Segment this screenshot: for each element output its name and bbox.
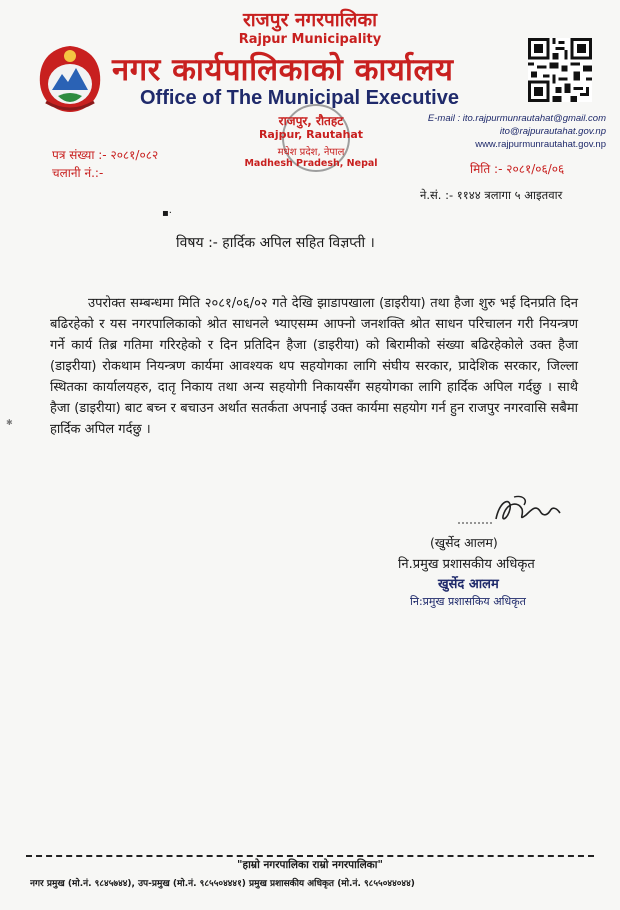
handwritten-signature-icon (452, 493, 572, 529)
signatory-name: (खुर्सेद आलम) (430, 535, 498, 550)
footer-contacts: नगर प्रमुख (मो.नं. ९८४५७४४), उप-प्रमुख (मो.नं. ९८५५०४४४१) प्रमुख प्रशासकीय अधिकृत (मो.नं. ९८५५०४४०४४) (30, 879, 415, 889)
municipality-name-en: Rajpur Municipality (238, 32, 382, 47)
letter-reference-number: पत्र संख्या :- २०८१/०८२ (52, 148, 159, 162)
stamp-address-en: Rajpur, Rautahat (258, 128, 364, 141)
nepal-sambat-date: ने.सं. :- ११४४ त्रलागा ५ आइतवार (420, 188, 563, 202)
dispatch-number: चलानी नं.:- (52, 166, 104, 180)
body-paragraph: उपरोक्त सम्बन्धमा मिति २०८१/०६/०२ गते देखि झाडापखाला (डाइरीया) तथा हैजा शुरु भई दिनप्रति दिन बढिरहेको र यस नगरपालिकाको श्रोत साधनले भ्याएसम्म आफ्नो जनशक्ति श्रोत साधन परिचालन गरी नियन्त्रण गर्ने कार्य तिब्र गतिमा गरिरहेको र दिन प्रतिदिन हैजा (डाइरीया) को बिरामीको संख्या बढिरहेकोले उक्त हैजा (डाइरीया) रोकथाम नियन्त्रण कार्यमा आवश्यक थप सहयोगका लागि संघीय सरकार, प्रादेशिक सरकार, जिल्ला स्थितका कार्यालयहरु, दातृ निकाय तथा अन्य सहयोगी निकायसँग सहयोगका लागि हार्दिक अपिल गर्दछु । साथै हैजा (डाइरीया) बाट बच्न र बचाउन अर्थात सतर्कता अपनाई उक्त कार्यमा सहयोग गर्न हुन राजपुर नगरवासि सबैमा हार्दिक अपिल गर्दछु । (50, 296, 578, 437)
title-stamp: नि:प्रमुख प्रशासकिय अधिकृत (410, 595, 526, 608)
letter-subject: विषय :- हार्दिक अपिल सहित विज्ञप्ती । (176, 235, 375, 251)
ink-mark: ▪· (162, 208, 172, 219)
ink-mark: ✱ (6, 418, 13, 427)
signatory-title: नि.प्रमुख प्रशासकीय अधिकृत (398, 557, 535, 572)
office-title-np: नगर कार्यपालिकाको कार्यालय (112, 52, 454, 88)
name-stamp: खुर्सेद आलम (438, 577, 499, 592)
stamp-address-np: राजपुर, रौतहट (278, 114, 344, 128)
email-primary: E-mail : ito.rajpurmunrautahat@gmail.com (427, 113, 606, 124)
stamp-province-np: मधेश प्रदेश, नेपाल (277, 147, 345, 158)
website-link: www.rajpurmunrautahat.gov.np (475, 139, 606, 150)
office-title-en: Office of The Municipal Executive (140, 87, 459, 109)
office-stamp (236, 104, 386, 178)
stamp-province-en: Madhesh Pradesh, Nepal (244, 158, 378, 169)
contact-block (398, 112, 606, 151)
qr-code-icon (528, 38, 592, 102)
footer-slogan: "हाम्रो नगरपालिका राम्रो नगरपालिका" (237, 859, 383, 871)
nepal-emblem-icon (32, 40, 108, 116)
letter-date: मिति :- २०८१/०६/०६ (470, 162, 565, 176)
email-secondary: ito@rajpurautahat.gov.np (499, 126, 606, 137)
footer-divider (26, 855, 594, 857)
municipality-name-np: राजपुर नगरपालिका (242, 9, 377, 31)
letter-body (50, 293, 578, 440)
